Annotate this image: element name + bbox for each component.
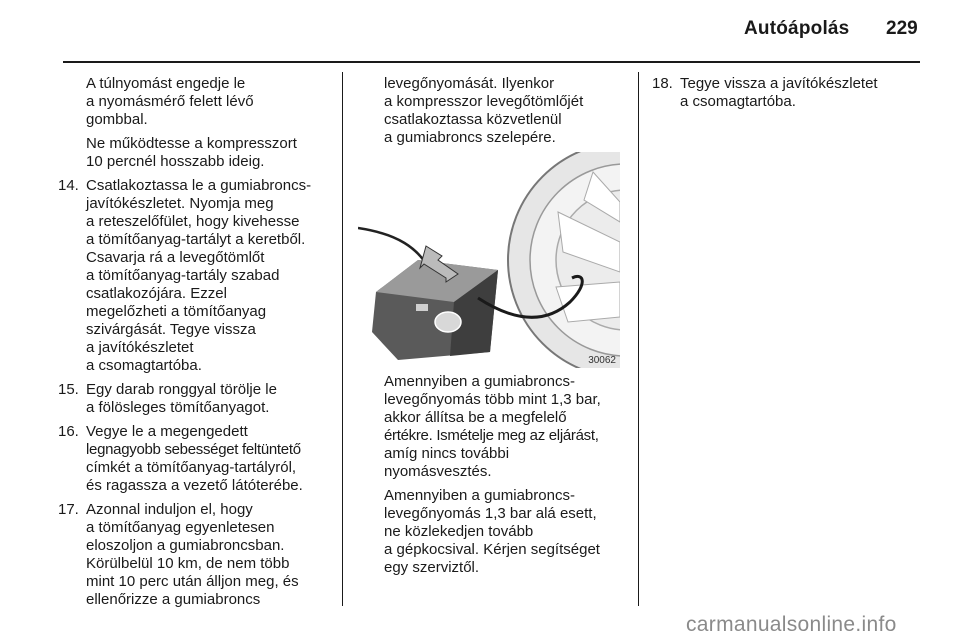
text-line: és ragassza a vezető látóterébe. — [86, 477, 303, 494]
compressor-illustration — [358, 152, 620, 368]
pressure-over-paragraph — [384, 373, 624, 481]
text-line: javítókészletet. Nyomja meg — [86, 195, 274, 212]
step-18 — [652, 75, 922, 111]
text-line: gombbal. — [86, 111, 148, 128]
step-text — [86, 177, 338, 375]
step-number: 14. — [58, 177, 79, 194]
text-line: a csomagtartóba. — [86, 357, 202, 374]
text-line: akkor állítsa be a megfelelő — [384, 409, 567, 426]
text-line: mint 10 perc után álljon meg, és — [86, 573, 299, 590]
text-line: legnagyobb sebességet feltüntető — [86, 441, 301, 458]
step-16 — [58, 423, 338, 495]
text-line: a javítókészletet — [86, 339, 194, 356]
text-line: nyomásvesztés. — [384, 463, 492, 480]
text-line: Csavarja rá a levegőtömlőt — [86, 249, 265, 266]
column-3 — [652, 75, 922, 117]
text-line: a gépkocsival. Kérjen segítséget — [384, 541, 600, 558]
watermark: carmanualsonline.info — [686, 613, 897, 636]
text-line: 10 percnél hosszabb ideig. — [86, 153, 265, 170]
text-line: megelőzheti a tömítőanyag — [86, 303, 267, 320]
step-number: 15. — [58, 381, 79, 398]
step-number: 16. — [58, 423, 79, 440]
text-line: A túlnyomást engedje le — [86, 75, 246, 92]
text-line: Azonnal induljon el, hogy — [86, 501, 253, 518]
text-line: Vegye le a megengedett — [86, 423, 248, 440]
text-line: a gumiabroncs szelepére. — [384, 129, 556, 146]
step-17 — [58, 501, 338, 609]
column-1 — [58, 75, 338, 615]
text-line: Tegye vissza a javítókészletet — [680, 75, 878, 92]
text-line: amíg nincs további — [384, 445, 510, 462]
step-number: 17. — [58, 501, 79, 518]
text-line: a reteszelőfület, hogy kivehesse — [86, 213, 300, 230]
compressor-tire-figure — [358, 152, 620, 368]
text-line: levegőnyomás több mint 1,3 bar, — [384, 391, 601, 408]
text-line: eloszoljon a gumiabroncsban. — [86, 537, 285, 554]
text-line: levegőnyomását. Ilyenkor — [384, 75, 555, 92]
text-line: szivárgását. Tegye vissza — [86, 321, 256, 338]
intro-paragraph-2 — [58, 135, 338, 171]
text-line: Amennyiben a gumiabroncs- — [384, 487, 575, 504]
intro-paragraph-1 — [58, 75, 338, 129]
pressure-under-paragraph — [384, 487, 624, 577]
text-line: címkét a tömítőanyag-tartályról, — [86, 459, 297, 476]
step-14 — [58, 177, 338, 375]
pressure-gauge — [435, 312, 461, 332]
text-line: csatlakozójára. Ezzel — [86, 285, 227, 302]
text-line: Ne működtesse a kompresszort — [86, 135, 297, 152]
text-line: értékre. Ismételje meg az eljárást, — [384, 427, 599, 444]
step-text — [86, 381, 338, 417]
step-number: 18. — [652, 75, 673, 92]
text-line: ellenőrizze a gumiabroncs — [86, 591, 261, 608]
step-text — [86, 501, 338, 609]
text-line: Egy darab ronggyal törölje le — [86, 381, 277, 398]
text-line: Csatlakoztassa le a gumiabroncs- — [86, 177, 312, 194]
text-line: a tömítőanyag-tartály szabad — [86, 267, 280, 284]
text-line: Körülbelül 10 km, de nem több — [86, 555, 290, 572]
text-line: a kompresszor levegőtömlőjét — [384, 93, 584, 110]
text-line: levegőnyomás 1,3 bar alá esett, — [384, 505, 597, 522]
step-text — [680, 75, 922, 111]
column-2 — [384, 75, 624, 153]
text-line: csatlakoztassa közvetlenül — [384, 111, 562, 128]
page-number: 229 — [886, 18, 918, 39]
step-15 — [58, 381, 338, 417]
text-line: a tömítőanyag egyenletesen — [86, 519, 275, 536]
column-2-lower — [384, 373, 624, 583]
page-title: Autóápolás — [744, 18, 850, 39]
text-line: a tömítőanyag-tartályt a keretből. — [86, 231, 306, 248]
text-line: a fölösleges tömítőanyagot. — [86, 399, 270, 416]
column-divider-1 — [342, 72, 343, 606]
column-divider-2 — [638, 72, 639, 606]
text-line: egy szerviztől. — [384, 559, 480, 576]
text-line: a nyomásmérő felett lévő — [86, 93, 254, 110]
step-text — [86, 423, 338, 495]
text-line: Amennyiben a gumiabroncs- — [384, 373, 575, 390]
text-line: ne közlekedjen tovább — [384, 523, 534, 540]
continuation-paragraph — [384, 75, 624, 147]
figure-number: 30062 — [588, 355, 616, 366]
text-line: a csomagtartóba. — [680, 93, 796, 110]
header-rule — [63, 61, 920, 63]
